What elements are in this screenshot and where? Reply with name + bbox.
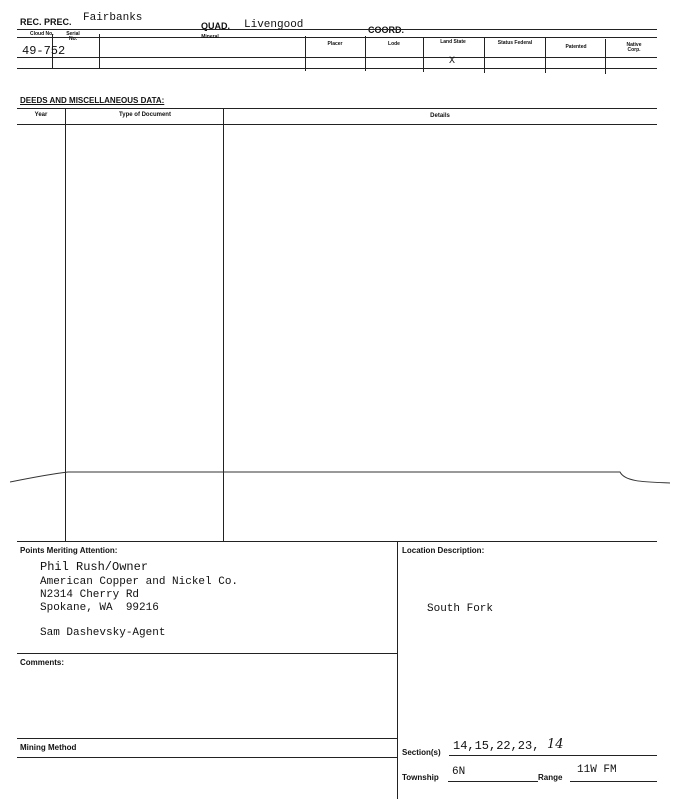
location-label: Location Description: (402, 546, 485, 555)
quad-label: QUAD. (201, 21, 230, 31)
deeds-title: DEEDS AND MISCELLANEOUS DATA: (20, 96, 165, 105)
col-land-state: Land State (440, 39, 466, 45)
range-label: Range (538, 773, 563, 782)
land-state-mark: X (449, 56, 456, 67)
col-lode: Lode (388, 41, 400, 47)
lower-rule-top (17, 541, 657, 542)
col-cloud-no: Cloud No. (30, 31, 54, 37)
points-label: Points Meriting Attention: (20, 546, 118, 555)
deeds-rule-top (17, 108, 657, 109)
header-rule-top (17, 29, 657, 30)
points-agent: Sam Dashevsky-Agent (40, 627, 166, 639)
mining-rule-bottom (17, 757, 397, 758)
col-native-corp: Native Corp. (626, 42, 642, 53)
range-underline (570, 781, 657, 782)
page-fold-line (10, 462, 675, 490)
township-underline (448, 781, 538, 782)
col-placer: Placer (327, 41, 343, 47)
township-label: Township (402, 773, 439, 782)
section-handwritten: 14 (547, 737, 564, 752)
deeds-col-type: Type of Document (119, 112, 171, 118)
rec-prec-value: Fairbanks (83, 12, 143, 24)
deeds-col-year: Year (34, 112, 48, 118)
deeds-col-details: Details (430, 113, 450, 119)
cloud-no-value: 49-752 (22, 44, 66, 58)
coord-label: COORD. (368, 25, 404, 35)
township-value: 6N (452, 766, 466, 778)
col-status-federal: Status Federal (497, 40, 533, 46)
mining-rule-top (17, 738, 397, 739)
col-patented: Patented (565, 44, 587, 50)
comments-rule (17, 653, 397, 654)
header-rule-mid (17, 57, 657, 58)
col-mineral: Mineral (201, 34, 219, 40)
range-value: 11W FM (577, 764, 617, 776)
comments-label: Comments: (20, 658, 65, 667)
section-underline (449, 755, 657, 756)
quad-value: Livengood (244, 19, 304, 31)
deeds-rule-header (17, 124, 657, 125)
rec-prec-label: REC. PREC. (20, 17, 72, 27)
lower-divider (397, 541, 398, 799)
section-label: Section(s) (402, 748, 441, 757)
mining-method-label: Mining Method (20, 743, 77, 752)
points-address: American Copper and Nickel Co. N2314 Cherry Rd Spokane, WA 99216 (40, 576, 239, 614)
location-value: South Fork (427, 603, 494, 615)
header-rule-bottom (17, 68, 657, 69)
col-serial-no: Serial No. (66, 31, 80, 42)
points-owner: Phil Rush/Owner (40, 560, 149, 574)
section-value: 14,15,22,23, (453, 739, 540, 753)
